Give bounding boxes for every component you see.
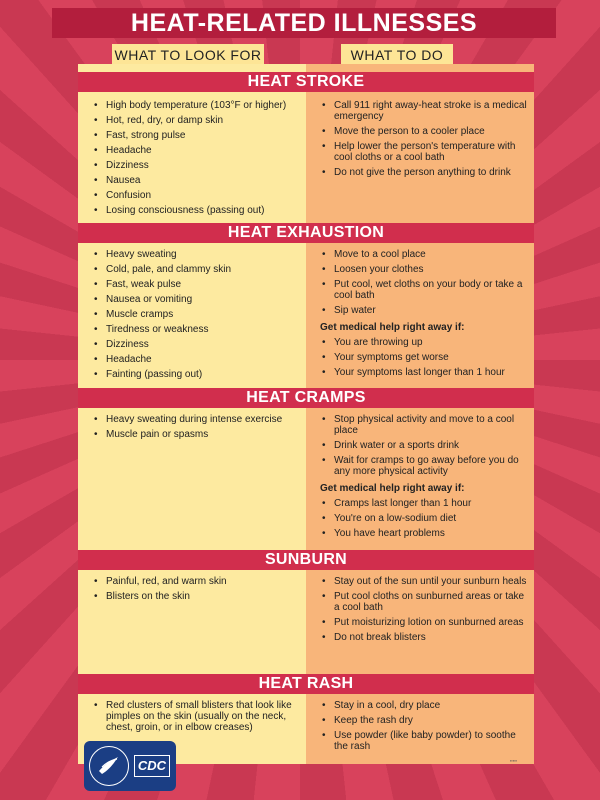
list-item: • Do not give the person anything to drink [320, 167, 532, 178]
list-item: • Put cool, wet cloths on your body or take a cool bath [320, 279, 532, 301]
cdc-logo-text: CDC [134, 755, 170, 777]
list-item: • High body temperature (103°F or higher) [92, 100, 304, 111]
list-item: • Cold, pale, and clammy skin [92, 264, 304, 275]
list-item: • Your symptoms last longer than 1 hour [320, 367, 532, 378]
list-item: • Do not break blisters [320, 632, 532, 643]
list-item: • Red clusters of small blisters that look like pimples on the skin (usually on the neck, chest, groin, or in elbow creases) [92, 700, 304, 733]
heat-cramps-symptoms [92, 414, 304, 444]
medical-help-heading: Get medical help right away if: [320, 322, 465, 333]
list-item: • Put moisturizing lotion on sunburned areas [320, 617, 532, 628]
list-item: • You are throwing up [320, 337, 532, 348]
list-item: • Move to a cool place [320, 249, 532, 260]
heat-exhaustion-symptoms [92, 249, 304, 384]
list-item: • Cramps last longer than 1 hour [320, 498, 532, 509]
content-panel [78, 64, 534, 764]
heat-rash-actions [320, 700, 532, 756]
list-item: • Move the person to a cooler place [320, 126, 532, 137]
column-header-look-for: WHAT TO LOOK FOR [112, 44, 264, 66]
section-header-sunburn: SUNBURN [78, 550, 534, 570]
section-header-heat-stroke: HEAT STROKE [78, 72, 534, 92]
list-item: • Stay out of the sun until your sunburn heals [320, 576, 532, 587]
heat-stroke-actions [320, 100, 532, 182]
column-header-to-do: WHAT TO DO [341, 44, 453, 66]
heat-cramps-actions [320, 414, 532, 543]
list-item: • Heavy sweating [92, 249, 304, 260]
list-item: • Stop physical activity and move to a cool place [320, 414, 532, 436]
list-item: • Keep the rash dry [320, 715, 532, 726]
list-item: • Fast, strong pulse [92, 130, 304, 141]
list-item: • Put cool cloths on sunburned areas or take a cool bath [320, 591, 532, 613]
heat-exhaustion-actions [320, 249, 532, 382]
list-item: • Wait for cramps to go away before you do any more physical activity [320, 455, 532, 477]
heat-stroke-symptoms [92, 100, 304, 220]
list-item: • Stay in a cool, dry place [320, 700, 532, 711]
section-header-heat-cramps: HEAT CRAMPS [78, 388, 534, 408]
hhs-cdc-logo [84, 741, 176, 791]
list-item: • Loosen your clothes [320, 264, 532, 275]
list-item: • Muscle cramps [92, 309, 304, 320]
list-item: • Headache [92, 145, 304, 156]
list-item: • Nausea [92, 175, 304, 186]
list-item: • Use powder (like baby powder) to soothe the rash [320, 730, 532, 752]
list-item: • Blisters on the skin [92, 591, 304, 602]
list-item: • Call 911 right away-heat stroke is a medical emergency [320, 100, 532, 122]
list-item: • Your symptoms get worse [320, 352, 532, 363]
heat-rash-symptoms [92, 700, 304, 737]
section-header-heat-rash: HEAT RASH [78, 674, 534, 694]
document-code: ▪▪▪▪▪ [510, 758, 518, 763]
medical-help-heading: Get medical help right away if: [320, 483, 465, 494]
page-title: HEAT-RELATED ILLNESSES [52, 8, 556, 38]
section-header-heat-exhaustion: HEAT EXHAUSTION [78, 223, 534, 243]
list-item: • Dizziness [92, 160, 304, 171]
list-item: • Hot, red, dry, or damp skin [92, 115, 304, 126]
list-item: • You have heart problems [320, 528, 532, 539]
list-item: • You're on a low-sodium diet [320, 513, 532, 524]
list-item: • Heavy sweating during intense exercise [92, 414, 304, 425]
list-item: • Help lower the person's temperature with cool cloths or a cool bath [320, 141, 532, 163]
list-item: • Tiredness or weakness [92, 324, 304, 335]
list-item: • Fast, weak pulse [92, 279, 304, 290]
hhs-seal-icon [89, 746, 129, 786]
list-item: • Drink water or a sports drink [320, 440, 532, 451]
list-item: • Confusion [92, 190, 304, 201]
list-item: • Sip water [320, 305, 532, 316]
list-item: • Fainting (passing out) [92, 369, 304, 380]
list-item: • Painful, red, and warm skin [92, 576, 304, 587]
sunburn-symptoms [92, 576, 304, 606]
list-item: • Muscle pain or spasms [92, 429, 304, 440]
list-item: • Losing consciousness (passing out) [92, 205, 304, 216]
list-item: • Nausea or vomiting [92, 294, 304, 305]
list-item: • Headache [92, 354, 304, 365]
sunburn-actions [320, 576, 532, 647]
list-item: • Dizziness [92, 339, 304, 350]
hhs-seal-graphic [90, 747, 127, 784]
